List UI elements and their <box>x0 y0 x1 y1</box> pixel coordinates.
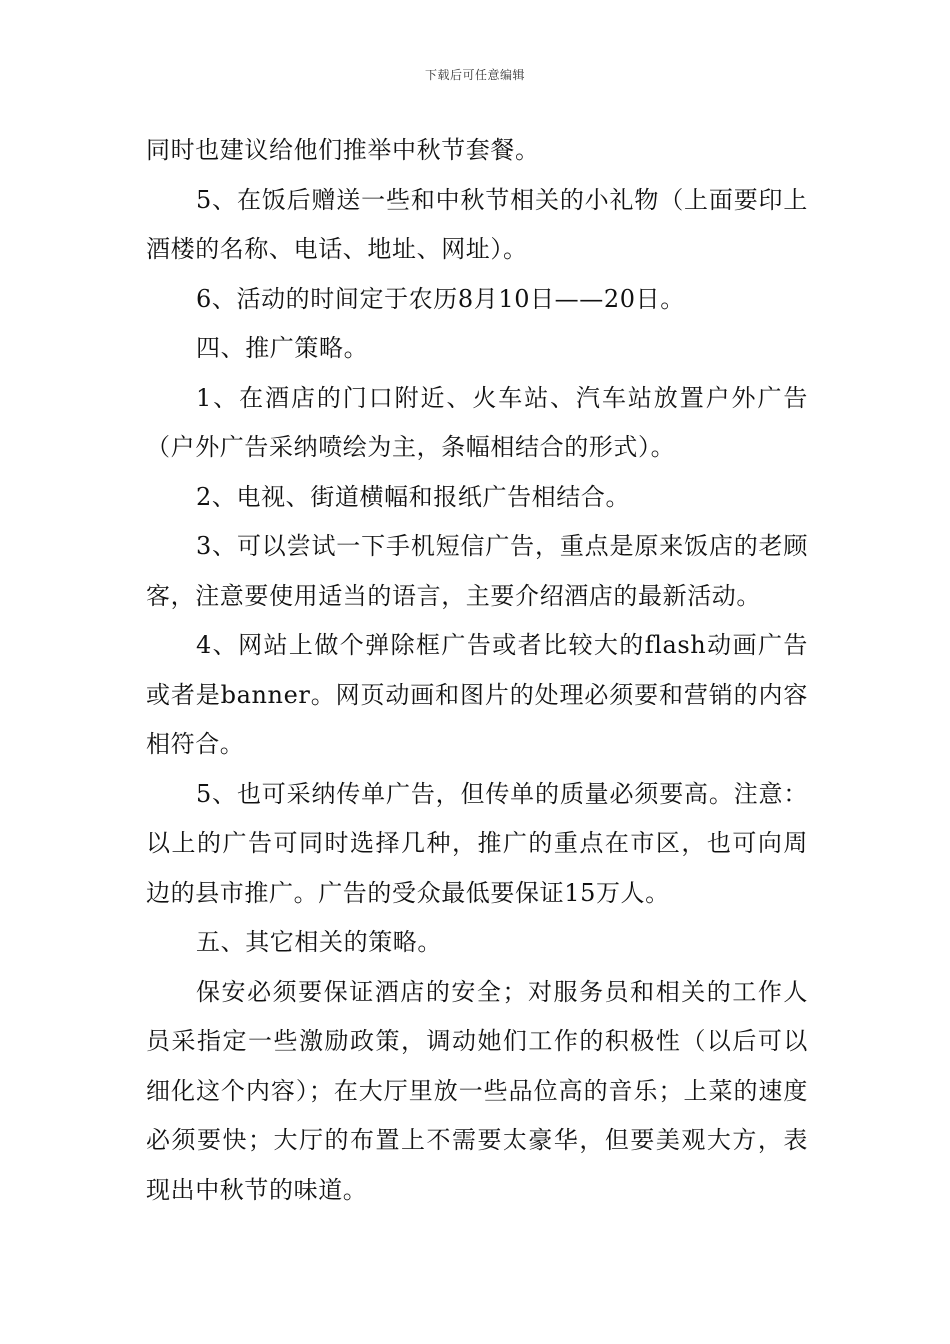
paragraph-item-6-time: 6、活动的时间定于农历8月10日——20日。 <box>196 284 685 313</box>
document-body <box>146 126 808 1215</box>
paragraph-item-5-flyers: 5、也可采纳传单广告，但传单的质量必须要高。注意：以上的广告可同时选择几种，推广的重点在市区，也可向周边的县市推广。广告的受众最低要保证15万人。 <box>146 779 808 907</box>
page-header: 下载后可任意编辑 <box>424 68 525 82</box>
section-heading-other: 五、其它相关的策略。 <box>196 928 442 956</box>
section-heading-promotion: 四、推广策略。 <box>196 334 369 362</box>
paragraph-other-strategies: 保安必须要保证酒店的安全；对服务员和相关的工作人员采指定一些激励政策，调动她们工作的积极性（以后可以细化这个内容）；在大厅里放一些品位高的音乐；上菜的速度必须要快；大厅的布置上不需要太豪华，但要美观大方，表现出中秋节的味道。 <box>146 977 808 1204</box>
paragraph-item-2-media-ads: 2、电视、街道横幅和报纸广告相结合。 <box>196 482 631 511</box>
paragraph-item-4-web-ads: 4、网站上做个弹除框广告或者比较大的flash动画广告或者是banner。网页动画和图片的处理必须要和营销的内容相符合。 <box>146 631 808 758</box>
paragraph-item-5-gifts: 5、在饭后赠送一些和中秋节相关的小礼物（上面要印上酒楼的名称、电话、地址、网址）。 <box>146 185 808 263</box>
paragraph-item-3-sms-ads: 3、可以尝试一下手机短信广告，重点是原来饭店的老顾客，注意要使用适当的语言，主要介绍酒店的最新活动。 <box>146 532 808 610</box>
paragraph-item-1-outdoor-ads: 1、在酒店的门口附近、火车站、汽车站放置户外广告（户外广告采纳喷绘为主，条幅相结合的形式）。 <box>146 383 808 461</box>
paragraph-continuation: 同时也建议给他们推举中秋节套餐。 <box>146 136 540 164</box>
